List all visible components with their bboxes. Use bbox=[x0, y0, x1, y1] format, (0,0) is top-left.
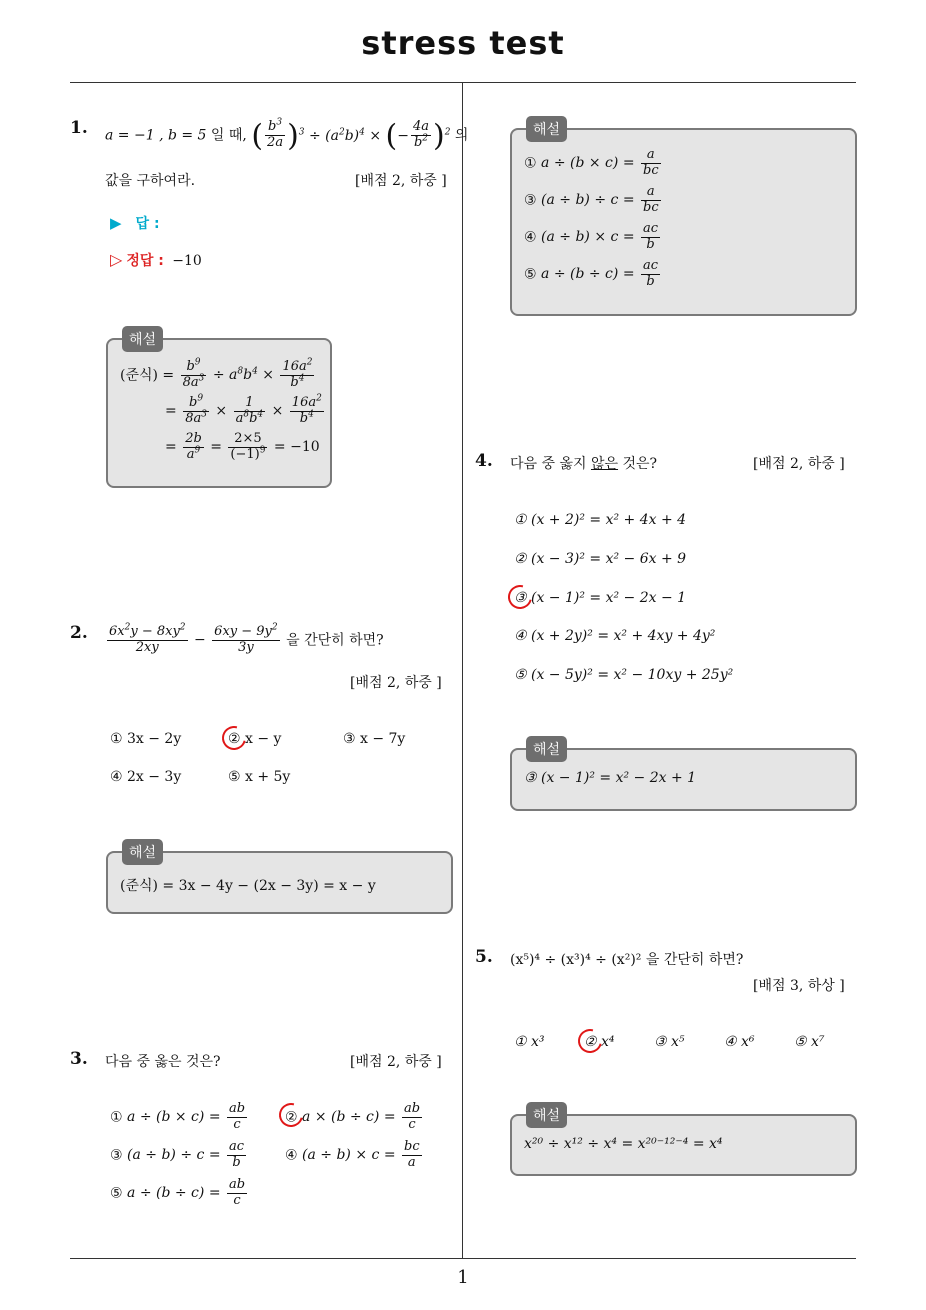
page-number: 1 bbox=[457, 1267, 469, 1288]
q1-solution-prefix: (준식) = bbox=[120, 367, 179, 384]
solution-tag: 해설 bbox=[122, 326, 163, 352]
q3-score: [배점 2, 하중 ] bbox=[350, 1054, 442, 1070]
q4-choice-2[interactable]: ② (x − 3)² = x² − 6x + 9 bbox=[514, 551, 687, 567]
q4-text-underlined: 않은 bbox=[590, 456, 619, 472]
q5-text: (x⁵)⁴ ÷ (x³)⁴ ÷ (x²)² 을 간단히 하면? bbox=[510, 952, 744, 968]
q2-score: [배점 2, 하중 ] bbox=[350, 675, 442, 691]
q2-choice-4[interactable]: ④ 2x − 3y bbox=[110, 769, 182, 785]
header-rule bbox=[70, 82, 856, 83]
q2-selected-mark bbox=[218, 722, 251, 755]
answer-arrow-icon: ▶ bbox=[110, 214, 122, 232]
q3-choice-2[interactable]: ② a × (b ÷ c) = $\frac{ab}{c}$ bbox=[285, 1101, 421, 1132]
q3-choice-3[interactable]: ③ (a ÷ b) ÷ c = $\frac{ac}{b}$ bbox=[110, 1139, 245, 1170]
q1-when: 일 때, bbox=[210, 127, 247, 144]
q2-choice-1[interactable]: ① 3x − 2y bbox=[110, 731, 182, 747]
correct-arrow-icon: ▷ bbox=[110, 250, 123, 269]
footer-rule bbox=[70, 1258, 856, 1259]
q2-choice-5[interactable]: ⑤ x + 5y bbox=[228, 769, 291, 785]
q4-choice-3[interactable]: ③ (x − 1)² = x² − 2x − 1 bbox=[514, 590, 687, 606]
q1-correct-row bbox=[110, 250, 202, 270]
q4-choice-4[interactable]: ④ (x + 2y)² = x² + 4xy + 4y² bbox=[514, 628, 716, 644]
q5-choice-5[interactable]: ⑤ x⁷ bbox=[794, 1034, 825, 1050]
q2-solution-box bbox=[106, 845, 453, 914]
q3-choice-4[interactable]: ④ (a ÷ b) × c = $\frac{bc}{a}$ bbox=[285, 1139, 420, 1170]
q5-choice-4[interactable]: ④ x⁶ bbox=[724, 1034, 755, 1050]
column-divider bbox=[462, 83, 463, 1259]
q5-solution: x²⁰ ÷ x¹² ÷ x⁴ = x²⁰⁻¹²⁻⁴ = x⁴ bbox=[524, 1136, 723, 1152]
q1-condition: a = −1 , b = 5 bbox=[105, 127, 207, 144]
q2-choice-2[interactable]: ② x − y bbox=[228, 731, 282, 747]
q5-selected-mark bbox=[574, 1025, 607, 1058]
solution-tag: 해설 bbox=[526, 1102, 567, 1128]
q3-choice-1[interactable]: ① a ÷ (b × c) = $\frac{ab}{c}$ bbox=[110, 1101, 246, 1132]
q5-solution-box bbox=[510, 1108, 857, 1176]
q4-selected-mark bbox=[504, 581, 537, 614]
q4-text-a: 다음 중 옳지 bbox=[510, 456, 591, 472]
q1-solution-line2: = $\frac{b^9}{8a^3}$ × $\frac{1}{a^8b^4}$ × $\frac{16a^2}{b^4}$ bbox=[165, 393, 322, 426]
q3-number: 3. bbox=[70, 1049, 88, 1069]
q1-text bbox=[105, 118, 468, 153]
solution-tag: 해설 bbox=[122, 839, 163, 865]
q3-solution-line2: ③ (a ÷ b) ÷ c = $\frac{a}{bc}$ bbox=[524, 184, 659, 215]
q3-solution-box bbox=[510, 122, 857, 316]
q4-text bbox=[510, 453, 657, 473]
q2-text-suffix: 을 간단히 하면? bbox=[286, 632, 384, 649]
q1-answer-row bbox=[110, 213, 160, 233]
q5-score: [배점 3, 하상 ] bbox=[753, 978, 845, 994]
q4-choice-1[interactable]: ① (x + 2)² = x² + 4x + 4 bbox=[514, 512, 687, 528]
q1-solution-line1: (준식) = $\frac{b^9}{8a^3}$ ÷ $a^8b^4$ × $\frac{16a^2}{b^4}$ bbox=[120, 357, 313, 390]
q5-choice-1[interactable]: ① x³ bbox=[514, 1034, 545, 1050]
q1-solution-box bbox=[106, 332, 332, 488]
q4-solution: ③ (x − 1)² = x² − 2x + 1 bbox=[524, 770, 697, 786]
q4-number: 4. bbox=[475, 451, 493, 471]
q1-score: [배점 2, 하중 ] bbox=[355, 173, 447, 189]
q3-choice-5[interactable]: ⑤ a ÷ (b ÷ c) = $\frac{ab}{c}$ bbox=[110, 1177, 246, 1208]
q4-text-b: 것은? bbox=[618, 456, 658, 472]
q3-solution-line1: ① a ÷ (b × c) = $\frac{a}{bc}$ bbox=[524, 147, 659, 178]
q3-solution-line3: ④ (a ÷ b) × c = $\frac{ac}{b}$ bbox=[524, 221, 659, 252]
solution-tag: 해설 bbox=[526, 116, 567, 142]
q1-ui: 의 bbox=[454, 127, 469, 144]
q5-choice-3[interactable]: ③ x⁵ bbox=[654, 1034, 685, 1050]
q1-correct-value: −10 bbox=[172, 253, 202, 269]
q2-solution: (준식) = 3x − 4y − (2x − 3y) = x − y bbox=[120, 878, 376, 894]
q1-expression: ( $\frac{b^3}{2a}$ )$^3 \div (a^2b)^4$ × (− $\frac{4a}{b^2}$ )$^2$ bbox=[251, 117, 451, 153]
q1-number: 1. bbox=[70, 118, 88, 138]
q1-line2: 값을 구하여라. bbox=[105, 173, 196, 189]
q2-number: 2. bbox=[70, 623, 88, 643]
answer-label: 답 : bbox=[135, 216, 160, 232]
q5-choice-2[interactable]: ② x⁴ bbox=[584, 1034, 615, 1050]
q4-choice-5[interactable]: ⑤ (x − 5y)² = x² − 10xy + 25y² bbox=[514, 667, 734, 683]
correct-label: 정답 : bbox=[126, 253, 164, 269]
page-title: stress test bbox=[361, 24, 565, 62]
q2-text: $\frac{6x^2y - 8xy^2}{2xy}$ − $\frac{6xy - 9y^2}{3y}$ 을 간단히 하면? bbox=[109, 622, 384, 655]
q5-number: 5. bbox=[475, 947, 493, 967]
solution-tag: 해설 bbox=[526, 736, 567, 762]
q1-solution-line3: = $\frac{2b}{a^9}$ = $\frac{2\times 5}{(-1)^9}$ = −10 bbox=[165, 431, 320, 462]
q4-score: [배점 2, 하중 ] bbox=[753, 456, 845, 472]
q4-solution-box bbox=[510, 742, 857, 811]
q2-choice-3[interactable]: ③ x − 7y bbox=[343, 731, 406, 747]
q3-solution-line4: ⑤ a ÷ (b ÷ c) = $\frac{ac}{b}$ bbox=[524, 258, 659, 289]
q3-text: 다음 중 옳은 것은? bbox=[105, 1054, 221, 1070]
